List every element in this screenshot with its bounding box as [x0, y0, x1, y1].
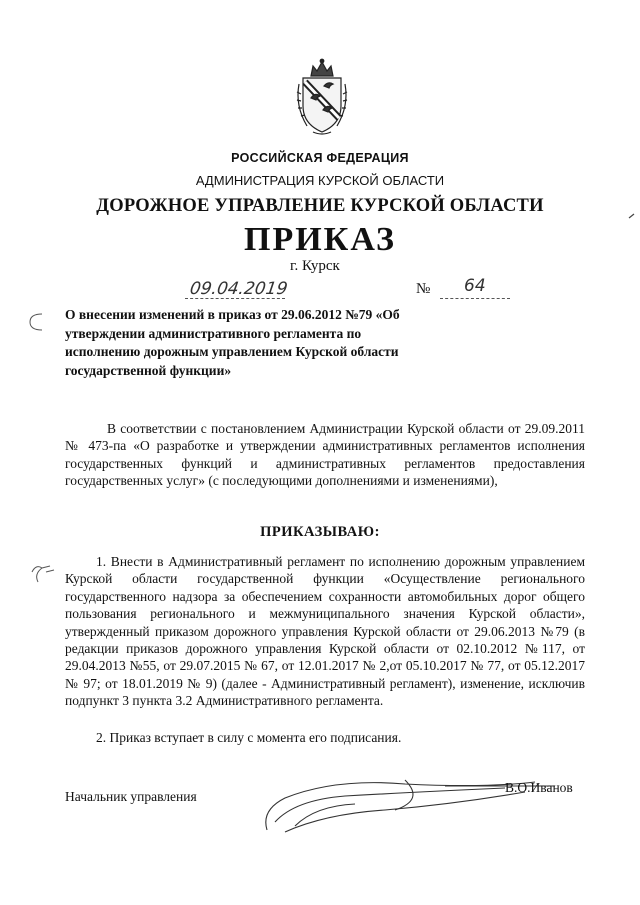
country-name: РОССИЙСКАЯ ФЕДЕРАЦИЯ: [231, 151, 409, 165]
signatory-title: Начальник управления: [65, 789, 197, 804]
order-heading: ПРИКАЗЫВАЮ:: [260, 524, 380, 540]
document-subject: О внесении изменений в приказ от 29.06.2012 №79 «Об утверждении административного регламента по исполнению дорожным управлением Курской области государственной функции»: [65, 307, 400, 378]
margin-dot-mark: [628, 212, 636, 220]
department-name: ДОРОЖНОЕ УПРАВЛЕНИЕ КУРСКОЙ ОБЛАСТИ: [96, 196, 544, 216]
number-label: №: [416, 281, 431, 297]
signatory-name: В.О.Иванов: [505, 780, 573, 795]
preamble-paragraph: В соответствии с постановлением Администрации Курской области от 29.09.2011 № 473-па «О разработке и утверждении административных регламентов исполнения государственных функций и административных регламентов предоставления государственных услуг» (с последующими дополнениями и изменениями),: [65, 421, 585, 489]
margin-handwritten-mark: [28, 562, 58, 586]
administration-name: АДМИНИСТРАЦИЯ КУРСКОЙ ОБЛАСТИ: [195, 173, 445, 188]
city-name: г. Курск: [290, 258, 340, 274]
order-item-2: 2. Приказ вступает в силу с момента его подписания.: [96, 730, 402, 745]
document-type-title: ПРИКАЗ: [244, 221, 396, 258]
handwritten-number: 64: [464, 276, 486, 296]
number-underline: [440, 298, 510, 299]
margin-bracket-mark: [24, 310, 48, 334]
coat-of-arms-emblem: [293, 58, 351, 136]
order-item-1: 1. Внести в Административный регламент по исполнению дорожным управлением Курской области государственной функции «Осуществление регионального государственного надзора за обеспечением сохранности автомобильных дорог общего пользования регионального и межмуниципального значения Курской области», утвержденный приказом дорожного управления Курской области от 29.06.2013 №79 (в редакции приказов дорожного управления Курской области от 02.10.2012 №117, от 29.04.2013 №55, от 29.07.2015 № 67, от 12.01.2017 № 2,от 05.10.2017 № 77, от 05.12.2017 № 97; от 18.01.2019 № 9) (далее - Административный регламент), изменение, исключив подпункт 3 пункта 3.2 Административного регламента.: [65, 554, 585, 709]
handwritten-date: 09.04.2019: [188, 279, 289, 299]
date-underline: [185, 298, 285, 299]
